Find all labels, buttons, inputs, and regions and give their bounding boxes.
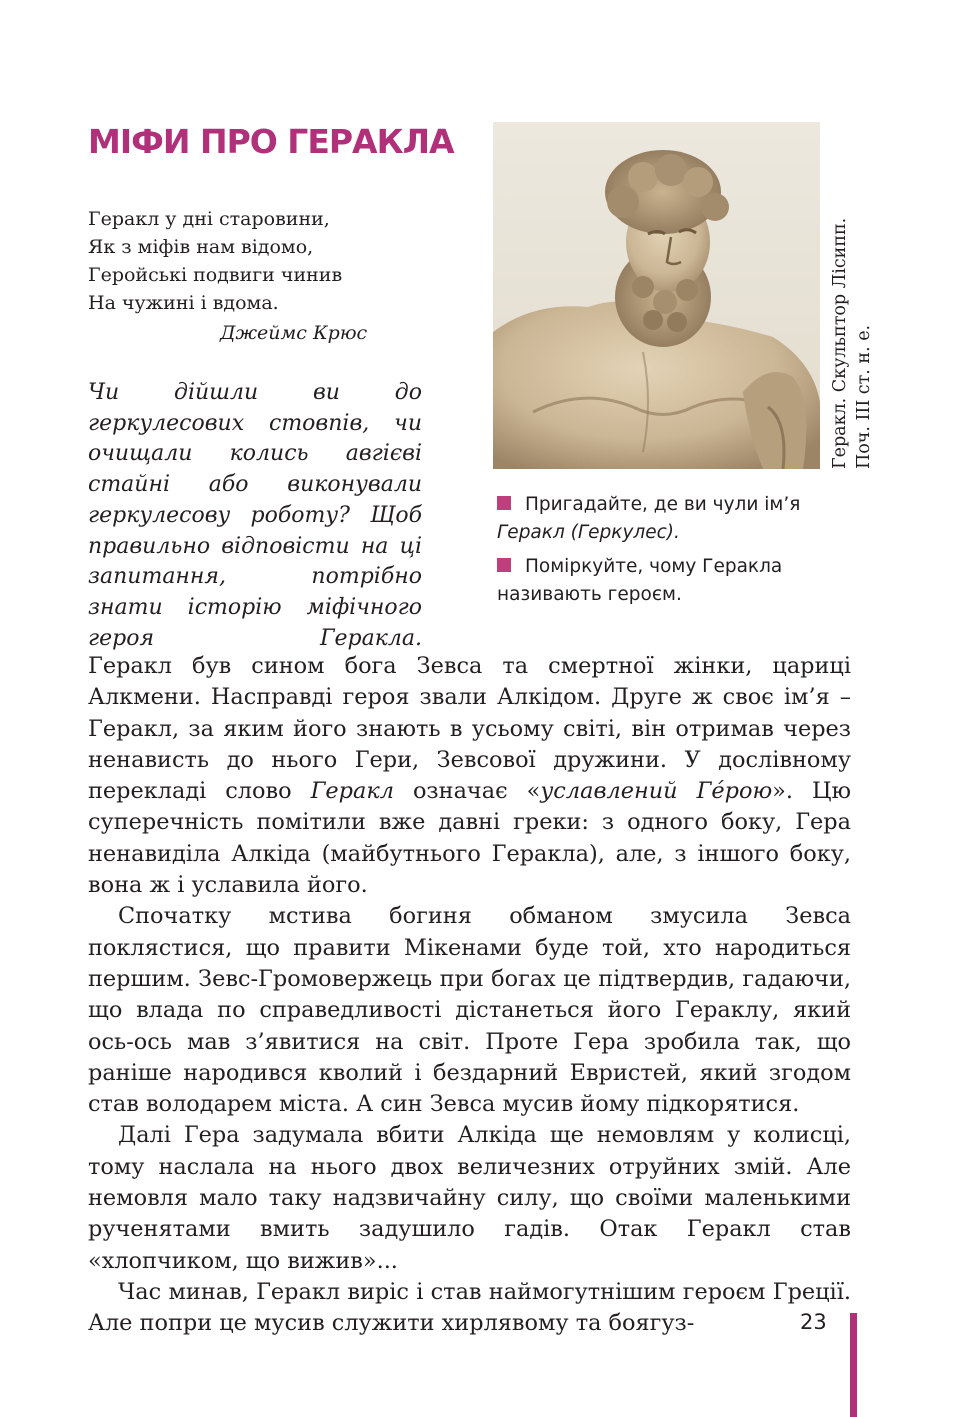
photo-caption-line: Геракл. Скульптор Лісипп. bbox=[830, 217, 850, 469]
task-text: Поміркуйте, чому Геракла називають героєм. bbox=[497, 556, 783, 605]
paragraph: Час минав, Геракл виріс і став наймогутнішим героєм Греції. Але попри це мусив служити хирлявому та боягуз- bbox=[88, 1278, 851, 1337]
main-text bbox=[88, 651, 851, 1340]
epigraph bbox=[88, 205, 388, 347]
photo-caption bbox=[828, 199, 876, 469]
text-run: Геракл був сином бога Зевса та смертної жінки, цариці Алкмени. Насправді героя звали Алкідом. Друге ж своє ім’я – Геракл, за яким його знають в усьому світі, він отримав через ненависть до нього Гери, Зевсової дружини. У дослівному перекладі слово bbox=[88, 653, 851, 805]
task-text-italic: Геракл (Геркулес). bbox=[497, 522, 680, 543]
text-run-italic: Геракл bbox=[310, 778, 394, 805]
paragraph: Далі Гера задумала вбити Алкіда ще немовлям у колисці, тому наслала на нього двох величезних отруйних змій. Але немовля мало таку надзвичайну силу, що своїми маленькими рученятами вмить задушило гадів. Отак Геракл став «хлопчиком, що вижив»... bbox=[88, 1122, 851, 1274]
intro-questions: Чи дійшли ви до геркулесових стовпів, чи очищали колись авгієві стайні або виконували геркулесову роботу? Щоб правильно відповісти на ці запитання, потрібно знати історію міфічного героя Геракла. bbox=[88, 380, 422, 651]
epigraph-line: Геройські подвиги чинив bbox=[88, 264, 343, 286]
task-text: Пригадайте, де ви чули ім’я bbox=[525, 494, 801, 515]
text-run: означає « bbox=[393, 778, 541, 805]
task-item bbox=[497, 491, 847, 547]
text-run: ». Цю суперечність помітили вже давні греки: з одного боку, Гера ненавиділа Алкіда (майбутнього Геракла), але, з іншого боку, вона ж і уславила його. bbox=[88, 778, 851, 899]
text-run-italic: уславлений Гéрою bbox=[540, 778, 773, 805]
heracles-sculpture-image bbox=[493, 122, 820, 469]
square-bullet-icon bbox=[497, 496, 511, 510]
square-bullet-icon bbox=[497, 558, 511, 572]
paragraph: Спочатку мстива богиня обманом змусила Зевса поклястися, що правити Мікенами буде той, хто народиться першим. Зевс-Громовержець при богах це підтвердив, гадаючи, що влада по справедливості дістанеться його Гераклу, який ось-ось мав з’явитися на світ. Проте Гера зробила так, що раніше народився кволий і бездарний Евристей, який згодом став володарем міста. А син Зевса мусив йому підкорятися. bbox=[88, 903, 851, 1118]
task-item bbox=[497, 553, 847, 609]
page-edge-bar bbox=[850, 1313, 857, 1417]
epigraph-line: Як з міфів нам відомо, bbox=[88, 236, 314, 258]
epigraph-author: Джеймс Крюс bbox=[220, 322, 368, 344]
paragraph bbox=[88, 651, 851, 901]
photo-caption-line: Поч. ІІІ ст. н. е. bbox=[854, 324, 874, 469]
epigraph-line: Геракл у дні старовини, bbox=[88, 208, 330, 230]
epigraph-line: На чужині і вдома. bbox=[88, 292, 279, 314]
tasks-list bbox=[497, 491, 847, 615]
page-title: МІФИ ПРО ГЕРАКЛА bbox=[88, 122, 454, 161]
page-number: 23 bbox=[800, 1310, 827, 1334]
